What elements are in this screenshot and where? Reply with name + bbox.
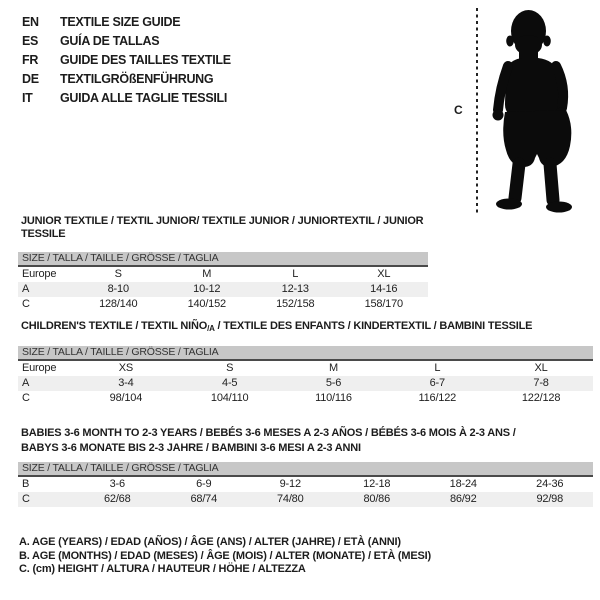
size-cell: 152/158 xyxy=(276,298,315,310)
section-title-line2: BABYS 3-6 MONATE BIS 2-3 JAHRE / BAMBINI 3-6 MESI A 2-3 ANNI xyxy=(21,442,361,454)
size-cell: 80/86 xyxy=(363,493,391,505)
table-row xyxy=(18,391,593,406)
size-cell: M xyxy=(329,362,338,374)
size-table-babies xyxy=(18,477,593,507)
language-row xyxy=(22,70,231,89)
row-label: B xyxy=(22,478,30,490)
size-cell: 12-13 xyxy=(281,283,309,295)
language-title: GUÍA DE TALLAS xyxy=(60,34,160,48)
size-header-bar: SIZE / TALLA / TAILLE / GRÖSSE / TAGLIA xyxy=(18,252,428,267)
size-cell: XL xyxy=(534,362,548,374)
baby-silhouette-icon xyxy=(492,8,586,214)
size-cell: M xyxy=(202,268,212,280)
size-cell: 4-5 xyxy=(222,377,238,389)
language-code: EN xyxy=(22,15,39,29)
size-cell: 98/104 xyxy=(109,392,143,404)
size-cell: 116/122 xyxy=(418,392,457,404)
size-cell: 7-8 xyxy=(533,377,549,389)
size-table-children xyxy=(18,361,593,406)
size-cell: 6-7 xyxy=(429,377,445,389)
size-cell: 8-10 xyxy=(107,283,129,295)
language-code: DE xyxy=(22,72,39,86)
size-cell: 158/170 xyxy=(364,298,403,310)
language-code: IT xyxy=(22,91,33,105)
size-cell: 128/140 xyxy=(99,298,138,310)
table-row xyxy=(18,477,593,492)
size-header-bar: SIZE / TALLA / TAILLE / GRÖSSE / TAGLIA xyxy=(18,462,593,477)
section-babies-textile xyxy=(18,426,593,507)
height-measure-label: C xyxy=(454,103,463,117)
row-label: Europe xyxy=(22,268,57,280)
size-cell: 86/92 xyxy=(449,493,477,505)
language-title: GUIDA ALLE TAGLIE TESSILI xyxy=(60,91,228,105)
section-title xyxy=(18,426,593,456)
size-cell: 74/80 xyxy=(276,493,304,505)
section-title-part: CHILDREN'S TEXTILE / TEXTIL NIÑO xyxy=(21,320,208,332)
size-cell: 12-18 xyxy=(363,478,391,490)
section-title-subscript: /A xyxy=(207,324,215,333)
language-title: GUIDE DES TAILLES TEXTILE xyxy=(60,53,231,67)
table-row xyxy=(18,361,593,376)
size-cell: 10-12 xyxy=(193,283,221,295)
section-title: JUNIOR TEXTILE / TEXTIL JUNIOR/ TEXTILE JUNIOR / JUNIORTEXTIL / JUNIOR TESSILE xyxy=(21,215,424,240)
size-cell: 92/98 xyxy=(536,493,564,505)
size-cell: L xyxy=(434,362,441,374)
size-table-junior xyxy=(18,267,428,312)
row-label: Europe xyxy=(22,362,57,374)
section-title xyxy=(18,320,593,335)
size-header-bar: SIZE / TALLA / TAILLE / GRÖSSE / TAGLIA xyxy=(18,346,593,361)
table-row xyxy=(18,267,428,282)
size-cell: XL xyxy=(377,268,391,280)
size-cell: S xyxy=(114,268,122,280)
size-cell: 140/152 xyxy=(187,298,226,310)
size-cell: 5-6 xyxy=(325,377,342,389)
footnote-age-years: A. AGE (YEARS) / EDAD (AÑOS) / ÂGE (ANS) / ALTER (JAHRE) / ETÀ (ANNI) xyxy=(19,536,401,548)
language-title: TEXTILE SIZE GUIDE xyxy=(60,15,181,29)
size-cell: 9-12 xyxy=(279,478,301,490)
footnote-height-cm: C. (cm) HEIGHT / ALTURA / HAUTEUR / HÖHE / ALTEZZA xyxy=(19,563,306,575)
size-cell: 68/74 xyxy=(190,493,218,505)
footnotes xyxy=(19,536,431,577)
language-row xyxy=(22,51,231,70)
language-code: ES xyxy=(22,34,39,48)
language-title: TEXTILGRÖßENFÜHRUNG xyxy=(60,72,214,86)
language-row xyxy=(22,32,231,51)
section-junior-textile xyxy=(18,215,428,312)
row-label: A xyxy=(22,283,30,295)
size-cell: 3-4 xyxy=(118,377,134,389)
language-code: FR xyxy=(22,53,39,67)
table-row xyxy=(18,282,428,297)
section-children-textile xyxy=(18,320,593,406)
row-label: C xyxy=(22,298,30,310)
size-cell: 104/110 xyxy=(210,392,249,404)
table-row xyxy=(18,297,428,312)
language-header xyxy=(22,13,231,108)
section-title-part: / TEXTILE DES ENFANTS / KINDERTEXTIL / BAMBINI TESSILE xyxy=(214,320,533,332)
size-cell: 6-9 xyxy=(196,478,212,490)
size-cell: 18-24 xyxy=(449,478,477,490)
language-row xyxy=(22,13,231,32)
row-label: A xyxy=(22,377,30,389)
section-title-line1: BABIES 3-6 MONTH TO 2-3 YEARS / BEBÉS 3-6 MESES A 2-3 AÑOS / BÉBÉS 3-6 MOIS À 2-3 ANS / xyxy=(21,427,516,439)
size-cell: 14-16 xyxy=(370,283,398,295)
size-cell: S xyxy=(226,362,234,374)
row-label: C xyxy=(22,392,30,404)
table-row xyxy=(18,492,593,507)
table-row xyxy=(18,376,593,391)
footnote-age-months: B. AGE (MONTHS) / EDAD (MESES) / ÂGE (MOIS) / ALTER (MONATE) / ETÀ (MESI) xyxy=(19,549,431,562)
size-cell: 122/128 xyxy=(521,392,561,404)
size-cell: XS xyxy=(118,362,134,374)
size-cell: L xyxy=(292,268,299,280)
language-row xyxy=(22,89,231,108)
size-cell: 3-6 xyxy=(109,478,125,490)
height-measure-dotted-line xyxy=(476,8,478,216)
size-cell: 24-36 xyxy=(536,478,564,490)
size-cell: 62/68 xyxy=(103,493,131,505)
row-label: C xyxy=(22,493,30,505)
size-cell: 110/116 xyxy=(315,392,352,404)
